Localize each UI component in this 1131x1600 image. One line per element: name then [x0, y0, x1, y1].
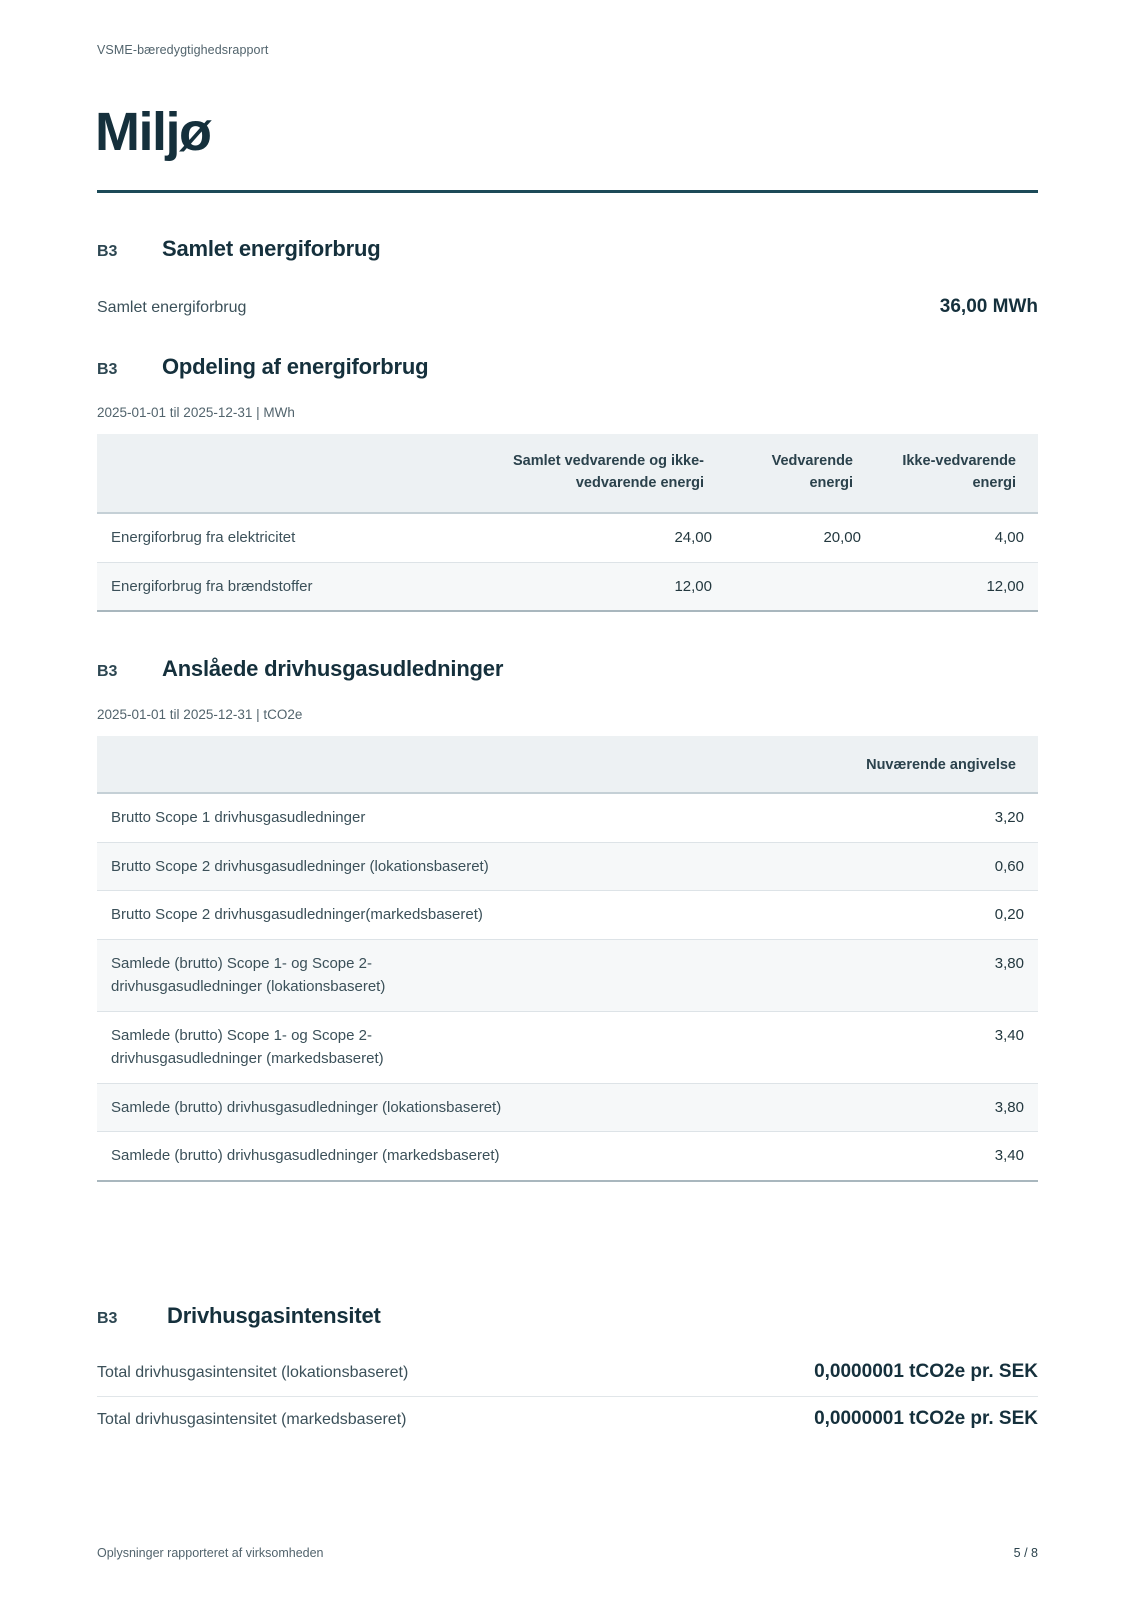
cell-non-renewable: 4,00	[875, 513, 1038, 562]
row-label: Samlede (brutto) Scope 1- og Scope 2-drivhusgasudledninger (lokationsbaseret)	[97, 939, 513, 1011]
row-label: Energiforbrug fra elektricitet	[97, 513, 513, 562]
report-page	[97, 0, 1038, 1600]
row-label: Brutto Scope 1 drivhusgasudledninger	[97, 793, 513, 842]
table-row	[97, 513, 1038, 562]
ghg-intensity-location-row	[97, 1350, 1038, 1397]
ghg-period: 2025-01-01 til 2025-12-31 | tCO2e	[97, 707, 303, 722]
table-row	[97, 1132, 1038, 1181]
total-energy-label: Samlet energiforbrug	[97, 299, 247, 316]
row-value: 3,80	[513, 1083, 1038, 1132]
intensity-label: Total drivhusgasintensitet (markedsbaseret)	[97, 1411, 407, 1428]
cell-total: 24,00	[513, 513, 726, 562]
document-header: VSME-bæredygtighedsrapport	[97, 43, 269, 57]
column-header: Vedvarende energi	[726, 434, 875, 513]
section-title: Opdeling af energiforbrug	[162, 354, 429, 379]
row-label: Brutto Scope 2 drivhusgasudledninger (lokationsbaseret)	[97, 842, 513, 891]
table-row	[97, 842, 1038, 891]
total-energy-row	[97, 296, 1038, 322]
section-code: B3	[97, 243, 118, 260]
column-header	[97, 736, 513, 793]
row-label: Samlede (brutto) drivhusgasudledninger (markedsbaseret)	[97, 1132, 513, 1181]
row-value: 3,40	[513, 1011, 1038, 1083]
row-label: Samlede (brutto) Scope 1- og Scope 2-drivhusgasudledninger (markedsbaseret)	[97, 1011, 513, 1083]
table-header-row	[97, 736, 1038, 793]
intensity-value: 0,0000001 tCO2e pr. SEK	[814, 1361, 1038, 1382]
section-total-energy-heading	[97, 236, 1038, 266]
cell-renewable: 20,00	[726, 513, 875, 562]
table-row	[97, 562, 1038, 611]
total-energy-value: 36,00 MWh	[939, 296, 1038, 317]
title-divider	[97, 190, 1038, 193]
row-value: 3,80	[513, 939, 1038, 1011]
row-value: 0,20	[513, 891, 1038, 940]
table-row	[97, 1011, 1038, 1083]
row-value: 3,40	[513, 1132, 1038, 1181]
energy-breakdown-period: 2025-01-01 til 2025-12-31 | MWh	[97, 405, 295, 420]
section-code: B3	[97, 663, 118, 680]
section-title: Drivhusgasintensitet	[167, 1303, 381, 1328]
section-ghg-intensity-heading	[97, 1303, 1038, 1333]
column-header	[97, 434, 513, 513]
section-energy-breakdown-heading	[97, 354, 1038, 384]
energy-breakdown-table	[97, 434, 1038, 612]
table-row	[97, 939, 1038, 1011]
intensity-label: Total drivhusgasintensitet (lokationsbaseret)	[97, 1364, 409, 1381]
cell-non-renewable: 12,00	[875, 562, 1038, 611]
section-title: Samlet energiforbrug	[162, 236, 381, 261]
row-value: 3,20	[513, 793, 1038, 842]
column-header: Samlet vedvarende og ikke-vedvarende energi	[513, 434, 726, 513]
section-code: B3	[97, 361, 118, 378]
section-ghg-heading	[97, 656, 1038, 686]
column-header: Nuværende angivelse	[513, 736, 1038, 793]
row-label: Samlede (brutto) drivhusgasudledninger (lokationsbaseret)	[97, 1083, 513, 1132]
row-label: Energiforbrug fra brændstoffer	[97, 562, 513, 611]
intensity-value: 0,0000001 tCO2e pr. SEK	[814, 1408, 1038, 1429]
table-row	[97, 891, 1038, 940]
row-value: 0,60	[513, 842, 1038, 891]
cell-renewable	[726, 562, 875, 611]
section-code: B3	[97, 1310, 118, 1327]
ghg-table	[97, 736, 1038, 1182]
table-row	[97, 1083, 1038, 1132]
page-number: 5 / 8	[1013, 1546, 1038, 1560]
column-header: Ikke-vedvarende energi	[875, 434, 1038, 513]
table-row	[97, 793, 1038, 842]
table-header-row	[97, 434, 1038, 513]
row-label: Brutto Scope 2 drivhusgasudledninger(markedsbaseret)	[97, 891, 513, 940]
ghg-intensity-market-row	[97, 1397, 1038, 1444]
cell-total: 12,00	[513, 562, 726, 611]
page-title: Miljø	[95, 102, 211, 162]
section-title: Anslåede drivhusgasudledninger	[162, 656, 504, 681]
footer-note: Oplysninger rapporteret af virksomheden	[97, 1546, 324, 1560]
